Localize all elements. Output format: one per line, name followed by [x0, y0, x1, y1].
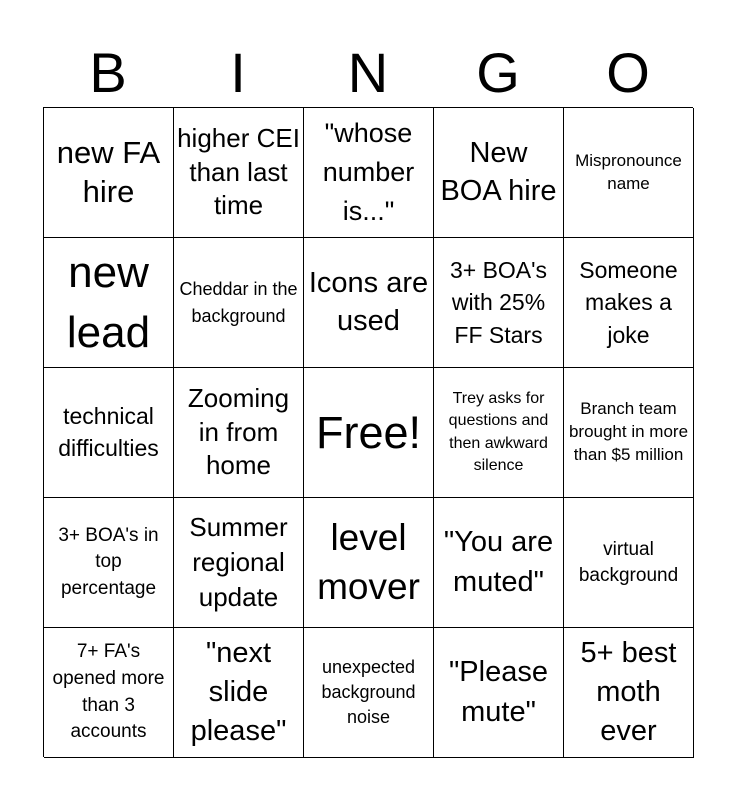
cell-text: virtual background: [578, 538, 679, 586]
bingo-cell[interactable]: [434, 498, 564, 628]
bingo-cell[interactable]: [304, 498, 434, 628]
bingo-cell[interactable]: [564, 498, 694, 628]
cell-text: Icons are used: [308, 266, 429, 337]
header-letter-o: O: [606, 41, 650, 104]
free-space-cell[interactable]: [304, 368, 434, 498]
cell-text: Someone makes a joke: [579, 257, 678, 348]
cell-text: unexpected background noise: [321, 656, 416, 728]
bingo-cell[interactable]: [44, 498, 174, 628]
header-letter-i: I: [230, 41, 246, 104]
cell-text: new lead: [66, 248, 151, 357]
cell-text: Zooming in from home: [187, 382, 290, 481]
free-space-text: Free!: [315, 406, 422, 458]
bingo-cell[interactable]: [434, 368, 564, 498]
cell-text: Trey asks for questions and then awkward silence: [448, 389, 549, 474]
bingo-cell[interactable]: [174, 498, 304, 628]
cell-text: Cheddar in the background: [179, 279, 298, 326]
bingo-cell[interactable]: [564, 238, 694, 368]
cell-text: New BOA hire: [440, 136, 557, 207]
cell-text: Mispronounce name: [575, 151, 682, 193]
cell-text: 7+ FA's opened more than 3 accounts: [52, 641, 165, 743]
bingo-cell[interactable]: [304, 108, 434, 238]
bingo-cell[interactable]: [304, 238, 434, 368]
bingo-cell[interactable]: [174, 368, 304, 498]
bingo-cell[interactable]: [564, 108, 694, 238]
bingo-cell[interactable]: [44, 108, 174, 238]
cell-text: level mover: [317, 517, 420, 607]
bingo-cell[interactable]: [44, 238, 174, 368]
bingo-cell[interactable]: [174, 628, 304, 758]
bingo-header: [43, 38, 693, 108]
cell-text: higher CEI than last time: [177, 122, 300, 221]
cell-text: 5+ best moth ever: [580, 636, 677, 748]
bingo-cell[interactable]: [174, 238, 304, 368]
bingo-cell[interactable]: [564, 368, 694, 498]
cell-text: Branch team brought in more than $5 million: [568, 399, 689, 464]
header-letter-g: G: [476, 41, 520, 104]
bingo-cell[interactable]: [434, 628, 564, 758]
cell-text: technical difficulties: [58, 403, 159, 461]
bingo-cell[interactable]: [434, 238, 564, 368]
cell-text: new FA hire: [56, 134, 161, 209]
bingo-cell[interactable]: [44, 628, 174, 758]
cell-text: "Please mute": [449, 656, 548, 728]
bingo-cell[interactable]: [564, 628, 694, 758]
cell-text: 3+ BOA's in top percentage: [58, 524, 159, 599]
bingo-grid: [43, 107, 693, 757]
bingo-cell[interactable]: [304, 628, 434, 758]
bingo-cell[interactable]: [434, 108, 564, 238]
header-letter-b: B: [89, 41, 127, 104]
cell-text: "whose number is...": [322, 117, 415, 227]
bingo-cell[interactable]: [174, 108, 304, 238]
cell-text: "You are muted": [443, 526, 554, 598]
cell-text: "next slide please": [190, 636, 287, 748]
bingo-cell[interactable]: [44, 368, 174, 498]
cell-text: Summer regional update: [189, 511, 288, 613]
cell-text: 3+ BOA's with 25% FF Stars: [449, 257, 548, 348]
header-letter-n: N: [347, 41, 389, 104]
